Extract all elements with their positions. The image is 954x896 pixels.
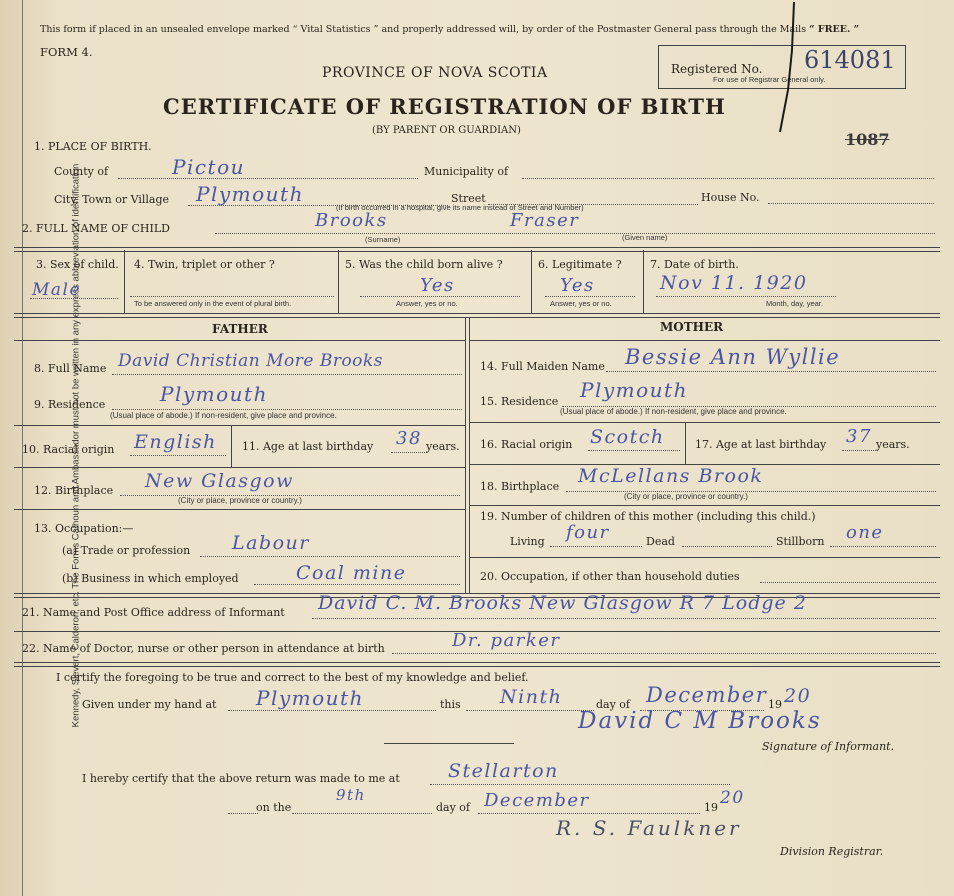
divider-row3-top: [14, 247, 940, 252]
sex-value[interactable]: Male: [32, 280, 82, 300]
given-day-line: [466, 710, 594, 711]
mother-rule-1: [469, 422, 940, 423]
this-label: this: [440, 698, 461, 711]
municipality-label: Municipality of: [424, 165, 509, 178]
mother-racial-label: 16. Racial origin: [480, 438, 573, 451]
mother-age-label: 17. Age at last birthday: [695, 438, 827, 451]
child-name-line: [215, 233, 935, 234]
mother-racial-value[interactable]: Scotch: [590, 426, 665, 448]
mother-rule-3: [469, 505, 940, 506]
mother-stillborn-value[interactable]: one: [846, 522, 884, 543]
province-name: PROVINCE OF NOVA SCOTIA: [322, 65, 548, 81]
registrar-on-line: [228, 813, 258, 814]
mother-living-value[interactable]: four: [566, 522, 610, 543]
mother-occupation-label: 20. Occupation, if other than household duties: [480, 570, 740, 583]
street-label: Street: [451, 192, 486, 205]
doctor-line: [392, 653, 936, 654]
father-rule-3: [14, 509, 465, 510]
given-place-value[interactable]: Plymouth: [256, 686, 364, 710]
registrar-on-label: on the: [256, 801, 292, 814]
county-value[interactable]: Pictou: [172, 155, 246, 179]
father-business-line: [254, 584, 460, 585]
father-heading: FATHER: [212, 322, 268, 336]
certify-separator: [384, 743, 514, 744]
mother-age-value[interactable]: 37: [846, 426, 872, 447]
mother-age-divider: [685, 422, 686, 464]
given-year-prefix: 19: [768, 698, 782, 711]
place-of-birth-label: 1. PLACE OF BIRTH.: [34, 140, 152, 153]
mother-maiden-label: 14. Full Maiden Name: [480, 360, 605, 373]
informant-signature[interactable]: David C M Brooks: [578, 708, 822, 734]
mail-notice: [40, 24, 859, 35]
house-label: House No.: [701, 191, 760, 204]
divider-v4: [643, 250, 644, 313]
doctor-value[interactable]: Dr. parker: [452, 630, 561, 651]
divider-parents-mid: [465, 317, 466, 593]
mother-rule-4: [469, 557, 940, 558]
given-caption: (Given name): [622, 233, 668, 242]
father-name-line: [112, 374, 462, 375]
registrar-year-value[interactable]: 20: [720, 788, 745, 808]
divider-parents-mid2: [469, 317, 470, 593]
registrar-statement: I hereby certify that the above return was made to me at: [82, 772, 400, 785]
county-line: [118, 178, 418, 179]
struck-number: 1087: [845, 130, 890, 149]
father-age-divider: [231, 425, 232, 467]
mother-heading-rule: [469, 340, 940, 341]
informant-line: [312, 618, 936, 619]
informant-value[interactable]: David C. M. Brooks New Glasgow R 7 Lodge 2: [318, 592, 807, 614]
father-residence-value[interactable]: Plymouth: [160, 382, 268, 406]
mother-residence-note: (Usual place of abode.) If non-resident, give place and province.: [560, 407, 787, 416]
registrar-signature[interactable]: R. S. Faulkner: [556, 816, 742, 840]
father-birthplace-value[interactable]: New Glasgow: [145, 470, 294, 492]
page-title: CERTIFICATE OF REGISTRATION OF BIRTH: [163, 94, 726, 119]
father-racial-label: 10. Racial origin: [22, 443, 115, 456]
municipality-line: [522, 178, 934, 179]
mother-dead-label: Dead: [646, 535, 675, 548]
father-years: years.: [426, 440, 460, 453]
registrar-place-line: [430, 784, 730, 785]
child-given-value[interactable]: Fraser: [510, 210, 580, 231]
alive-line: [360, 296, 520, 297]
sex-label: 3. Sex of child.: [36, 258, 119, 271]
father-residence-line: [112, 409, 462, 410]
mother-children-label: 19. Number of children of this mother (including this child.): [480, 510, 816, 523]
father-birthplace-label: 12. Birthplace: [34, 484, 114, 497]
given-place-line: [228, 710, 436, 711]
mother-birthplace-note: (City or place, province or country.): [624, 492, 748, 501]
given-year-value[interactable]: 20: [784, 685, 812, 707]
alive-label: 5. Was the child born alive ?: [345, 258, 503, 271]
registrar-month-line: [478, 813, 700, 814]
doctor-label: 22. Name of Doctor, nurse or other person in attendance at birth: [22, 642, 385, 655]
given-label: Given under my hand at: [82, 698, 217, 711]
divider-parents-top: [14, 313, 940, 318]
father-heading-rule: [14, 340, 465, 341]
day-of-label: day of: [596, 698, 631, 711]
mother-residence-label: 15. Residence: [480, 395, 559, 408]
legit-label: 6. Legitimate ?: [538, 258, 622, 271]
father-racial-value[interactable]: English: [134, 431, 217, 453]
divider-v2: [338, 250, 339, 313]
registered-number: 614081: [804, 46, 896, 74]
father-trade-label: (a) Trade or profession: [62, 544, 191, 557]
date-label: 7. Date of birth.: [650, 258, 739, 271]
mother-residence-value[interactable]: Plymouth: [580, 378, 688, 402]
father-age-line: [391, 452, 427, 453]
mother-stillborn-line: [830, 546, 936, 547]
father-age-label: 11. Age at last birthday: [242, 440, 374, 453]
registrar-caption: Division Registrar.: [780, 845, 884, 858]
father-rule-2: [14, 467, 465, 468]
registrar-month-value[interactable]: December: [484, 790, 590, 811]
father-business-label: (b) Business in which employed: [62, 572, 239, 585]
registrar-day-value[interactable]: 9th: [336, 786, 366, 804]
father-name-value[interactable]: David Christian More Brooks: [118, 351, 383, 371]
mail-notice-free: “ FREE. ”: [809, 24, 860, 35]
given-month-value[interactable]: December: [646, 683, 768, 707]
certify-statement: I certify the foregoing to be true and correct to the best of my knowledge and belief.: [56, 671, 529, 684]
twin-note: To be answered only in the event of plural birth.: [134, 299, 292, 308]
date-value[interactable]: Nov 11. 1920: [660, 272, 808, 294]
form-number: FORM 4.: [40, 45, 93, 59]
surname-caption: (Surname): [365, 235, 401, 244]
twin-label: 4. Twin, triplet or other ?: [134, 258, 275, 271]
mother-dead-line: [682, 546, 772, 547]
signature-caption: Signature of Informant.: [762, 740, 895, 753]
child-name-label: 2. FULL NAME OF CHILD: [22, 222, 170, 235]
registrar-year-prefix: 19: [704, 801, 718, 814]
informant-label: 21. Name and Post Office address of Informant: [22, 606, 285, 619]
mother-birthplace-label: 18. Birthplace: [480, 480, 560, 493]
child-surname-value[interactable]: Brooks: [315, 210, 388, 231]
mother-birthplace-value[interactable]: McLellans Brook: [578, 465, 764, 487]
page-subtitle: (BY PARENT OR GUARDIAN): [372, 125, 521, 136]
father-rule-1: [14, 425, 465, 426]
mother-maiden-line: [606, 371, 936, 372]
divider-v1: [124, 250, 125, 313]
legit-line: [545, 296, 635, 297]
registrar-day-of-label: day of: [436, 801, 471, 814]
mother-living-label: Living: [510, 535, 545, 548]
legit-value[interactable]: Yes: [560, 275, 595, 296]
mother-occupation-line: [760, 582, 936, 583]
father-birthplace-note: (City or place, province or country.): [178, 496, 302, 505]
registered-label: Registered No.: [671, 62, 763, 76]
city-value[interactable]: Plymouth: [196, 182, 304, 206]
legit-note: Answer, yes or no.: [550, 299, 612, 308]
father-occupation-label: 13. Occupation:—: [34, 522, 134, 535]
mother-birthplace-line: [566, 491, 936, 492]
side-margin-text: Kennedy, Sievert, Calderon, etc. The Forms Calhoun and Ambassador must not be written in any express abbreviation of identification: [70, 163, 82, 728]
pen-stroke-mark: [760, 0, 800, 140]
mother-age-line: [842, 450, 878, 451]
registrar-use-note: For use of Registrar General only.: [713, 75, 826, 84]
mail-notice-text: This form if placed in an unsealed envelope marked “ Vital Statistics ” and properly addressed will, by order of the Postmaster General pass through the Mails: [40, 24, 810, 35]
mother-maiden-value[interactable]: Bessie Ann Wyllie: [625, 345, 841, 369]
father-name-label: 8. Full Name: [34, 362, 107, 375]
father-residence-note: (Usual place of abode.) If non-resident, give place and province.: [110, 411, 337, 420]
house-line: [768, 203, 934, 204]
father-trade-line: [200, 556, 460, 557]
father-residence-label: 9. Residence: [34, 398, 106, 411]
alive-value[interactable]: Yes: [420, 275, 455, 296]
city-label: City, Town or Village: [54, 193, 169, 206]
hospital-note: (If birth occurred in a hospital, give its name instead of Street and Number): [336, 203, 584, 212]
mother-years: years.: [876, 438, 910, 451]
alive-note: Answer, yes or no.: [396, 299, 458, 308]
mother-racial-line: [588, 450, 680, 451]
date-line: [656, 296, 836, 297]
mother-living-line: [550, 546, 642, 547]
twin-line: [130, 296, 334, 297]
county-label: County of: [54, 165, 109, 178]
father-age-value[interactable]: 38: [396, 428, 422, 449]
mother-stillborn-label: Stillborn: [776, 535, 825, 548]
date-note: Month, day, year.: [766, 299, 823, 308]
divider-v3: [531, 250, 532, 313]
registrar-place-value[interactable]: Stellarton: [448, 760, 559, 782]
mother-heading: MOTHER: [660, 320, 724, 334]
registrar-day-line: [292, 813, 432, 814]
given-day-value[interactable]: Ninth: [500, 686, 563, 708]
father-business-value[interactable]: Coal mine: [296, 562, 407, 584]
father-racial-line: [130, 455, 226, 456]
father-trade-value[interactable]: Labour: [232, 532, 310, 554]
divider-certify-top: [14, 662, 940, 667]
